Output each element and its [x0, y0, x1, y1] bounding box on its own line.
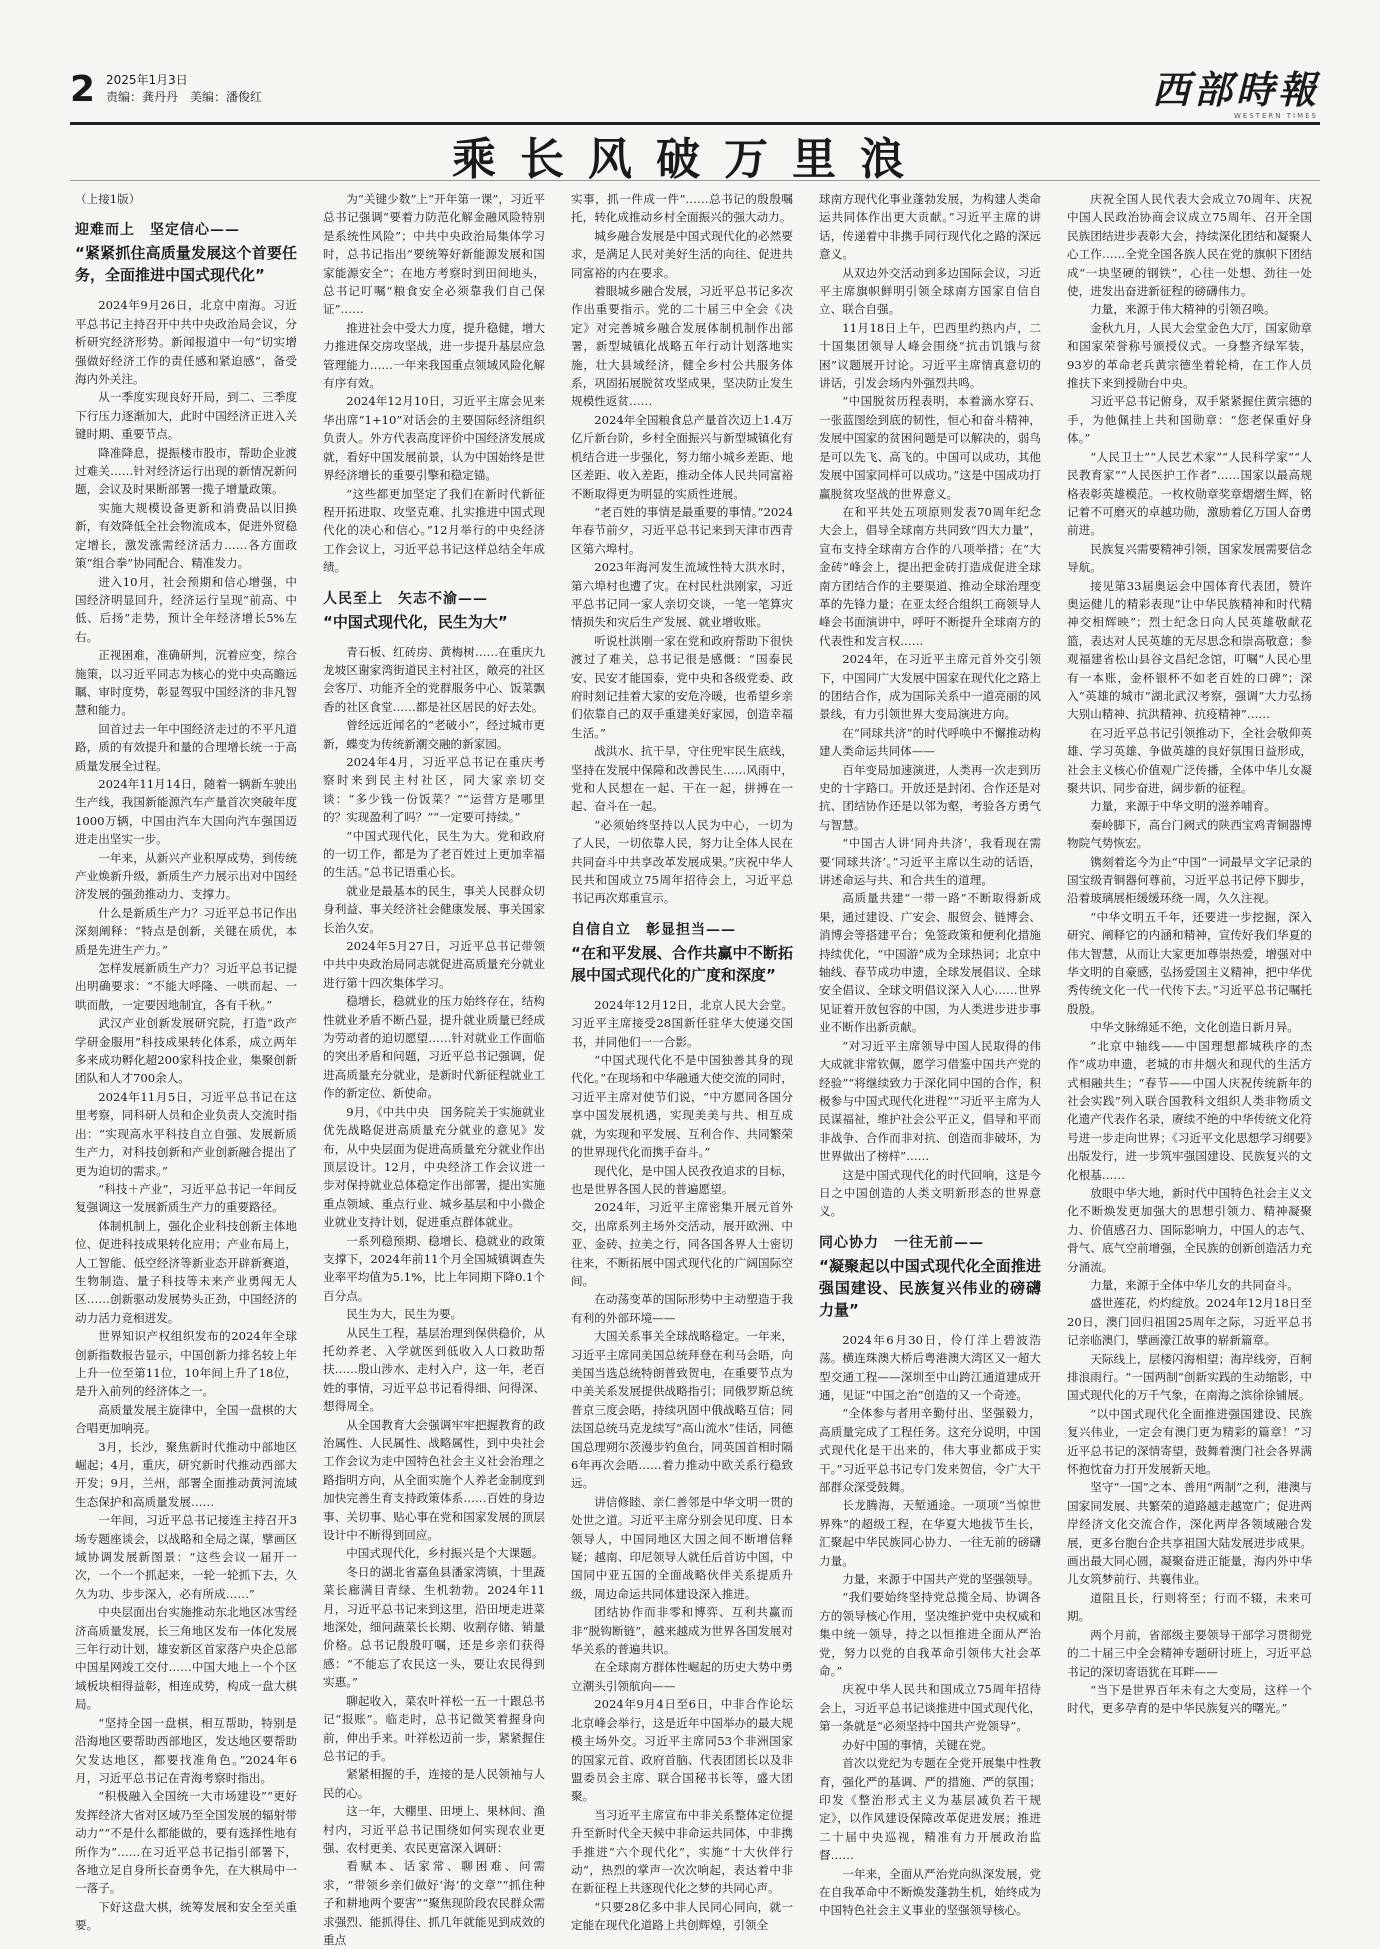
- paragraph: 力量，来源于中华文明的滋养哺育。: [1090, 799, 1276, 814]
- paragraph: 从全国教育大会强调牢牢把握教育的政治属性、人民属性、战略属性，到中央社会工作会议为走中国特色社会主义社会治理之路指明方向，从全面实施个人养老金制度到加快完善生育支持政策体系……百姓的身边事、关切事、贴心事在党和国家发展的顶层设计中不断得到回应。: [323, 1417, 545, 1543]
- paragraph: 正视困难，准确研判，沉着应变，综合施策，以习近平同志为核心的党中央高瞻远瞩、审时度势，彰显驾驭中国经济的非凡智慧和能力。: [75, 648, 297, 718]
- paragraph: “坚持全国一盘棋，相互帮助，特别是沿海地区要帮助西部地区，发达地区要帮助欠发达地区，都要找准角色。”2024年6月，习近平总书记在青海考察时指出。: [75, 1715, 297, 1785]
- paragraph: 放眼中华大地，新时代中国特色社会主义文化不断焕发更加强大的思想引领力、精神凝聚力、价值感召力、国际影响力，中国人的志气、骨气、底气空前增强，全民族的创新创造活力充分涌流。: [1067, 1185, 1312, 1274]
- masthead: [70, 67, 1320, 125]
- paragraph: 世界知识产权组织发布的2024年全球创新指数报告显示，中国创新力排名较上年上升一位至第11位，10年间上升了18位，是升入前列的经济体之一。: [75, 1329, 297, 1399]
- paragraph: 两个月前，省部级主要领导干部学习贯彻党的二十届三中全会精神专题研讨班上，习近平总书记的深切寄语犹在耳畔——: [1067, 1627, 1312, 1679]
- paragraph: 一年间，习近平总书记接连主持召开3场专题座谈会，以战略和全局之谋，擘画区域协调发展新图景：“这些会议一届开一次，一个一个抓起来，一轮一轮抓下去，久久为功、步步深入，必有所成……”: [75, 1513, 297, 1601]
- paragraph: 2024年12月10日，习近平主席会见来华出席“1+10”对话会的主要国际经济组织负责人。外方代表高度评价中国经济发展成就，看好中国发展前景，认为中国始终是世界经济增长的重要引擎和稳定锚。: [323, 394, 545, 483]
- paragraph: 稳增长，稳就业的压力始终存在，结构性就业矛盾不断凸显，提升就业质量已经成为劳动者的迫切愿望……针对就业工作面临的突出矛盾和问题，习近平总书记强调，促进高质量充分就业，是新时代新征程就业工作的新定位、新使命。: [323, 994, 545, 1101]
- paragraph: 天际线上，层楼闪海相望；海岸线旁，百舸排浪雨行。“一国两制”创新实践的生动缩影，中国式现代化的万千气象，在南海之滨徐徐铺展。: [1067, 1351, 1312, 1403]
- paragraph: 下好这盘大棋，统筹发展和安全至关重要。: [75, 1899, 297, 1933]
- paragraph: 镌刻着迄今为止“中国”一词最早文字记录的国宝级青铜器何尊前，习近平总书记停下脚步，沿着玻璃展柜缓缓环绕一周，久久注视。: [1067, 854, 1312, 906]
- section-kicker: 同心协力 一往无前——: [819, 1234, 984, 1251]
- paragraph: 办好中国的事情，关键在党。: [842, 1737, 993, 1752]
- paragraph: 体制机制上，强化企业科技创新主体地位、促进科技成果转化应用；产业布局上，人工智能、低空经济等新业态开辟新赛道，生物制造、量子科技等未来产业勇闯无人区……创新驱动发展势头正劲，中国经济的动力活力竞相迸发。: [75, 1218, 297, 1325]
- paragraph: 这是中国式现代化的时代回响，这是今日之中国创造的人类文明新形态的世界意义。: [819, 1167, 1041, 1219]
- paragraph: 大国关系事关全球战略稳定。一年来，习近平主席同美国总统拜登在利马会晤，向美国当选总统特朗普致贺电，在重要节点为中美关系发展提供战略指引；同俄罗斯总统普京三度会晤，持续巩固中俄战略互信；同法国总统马克龙续写“高山流水”佳话，同德国总理朔尔茨漫步钓鱼台，同英国首相时隔6年再次会晤……着力推动中欧关系行稳致远。: [571, 1329, 793, 1491]
- paragraph: 2024年12月12日，北京人民大会堂。习近平主席接受28国新任驻华大使递交国书，并同他们一一合影。: [571, 997, 793, 1049]
- paragraph: 什么是新质生产力？习近平总书记作出深刻阐释：“特点是创新，关键在质优，本质是先进生产力。”: [75, 905, 297, 957]
- paragraph: 从双边外交活动到多边国际会议，习近平主席旗帜鲜明引领全球南方国家自信自立、联合自强。: [819, 265, 1041, 317]
- paragraph: “人民卫士”“人民艺术家”“人民科学家”“人民教育家”“人民医护工作者”……国家以最高规格表彰英雄模范。一枚枚勋章奖章熠熠生辉，铭记着不可磨灭的卓越功勋，激励着亿万国人奋勇前进。: [1067, 449, 1312, 538]
- article-column-2: [323, 190, 545, 1947]
- paragraph: “对习近平主席领导中国人民取得的伟大成就非常钦佩，愿学习借鉴中国共产党的经验”“将继续致力于深化同中国的合作，积极参与中国式现代化进程”“习近平主席为人民谋福祉，维护社会公平正义，倡导和平而非战争、合作而非对抗、创造而非破坏，为世界做出了榜样”……: [819, 1038, 1041, 1164]
- paragraph: “老百姓的事情是最重要的事情。”2024年春节前夕，习近平总书记来到天津市西青区第六埠村。: [571, 504, 793, 556]
- paragraph: 着眼城乡融合发展，习近平总书记多次作出重要指示。党的二十届三中全会《决定》对完善城乡融合发展体制机制作出部署，新型城镇化战略五年行动计划落地实施，壮大县域经济，健全乡村公共服务体系，巩固拓展脱贫攻坚成果，坚决防止发生规模性返贫……: [571, 284, 793, 409]
- paragraph: 9月，《中共中央 国务院关于实施就业优先战略促进高质量充分就业的意见》发布，从中央层面为促进高质量充分就业作出顶层设计。12月，中央经济工作会议进一步对保持就业总体稳定作出部署，提出实施重点领域、重点行业、城乡基层和中小微企业就业支持计划，促进重点群体就业。: [323, 1104, 545, 1230]
- paragraph: “中国式现代化不是中国独善其身的现代化。”在现场和中华融通大使交流的同时，习近平主席对使节们说，“中方愿同各国分享中国发展机遇，实现美美与共、相互成就，为实现和平发展、互利合作、共同繁荣的世界现代化而携手奋斗。”: [571, 1053, 793, 1160]
- section-kicker: 自信自立 彰显担当——: [571, 921, 736, 938]
- paragraph: “全体参与者用辛勤付出、坚强毅力，高质量完成了工程任务。这充分说明，中国式现代化是干出来的，伟大事业都成于实干。”习近平总书记专门发来贺信，令广大干部群众深受鼓舞。: [819, 1406, 1041, 1494]
- paragraph: 曾经远近闻名的“老破小”，经过城市更新，蝶变为传统新潮交融的新家园。: [323, 718, 545, 751]
- paragraph: 盛世莲花，灼灼绽放。2024年12月18日至20日，澳门回归祖国25周年之际，习近平总书记亲临澳门，擘画濠江故事的崭新篇章。: [1067, 1296, 1312, 1348]
- paragraph: 在习近平总书记引领推动下，全社会敬仰英雄、学习英雄、争做英雄的良好氛围日益形成，社会主义核心价值观广泛传播，全体中华儿女凝聚共识、同步奋进，阔步新的征程。: [1067, 725, 1312, 795]
- paragraph: 民生为大，民生为要。: [346, 1307, 463, 1322]
- paragraph: 实施大规模设备更新和消费品以旧换新，有效降低全社会物流成本，促进外贸稳定增长，激发涨需经济活力……各方面政策“组合拳”协同配合、精准发力。: [75, 500, 297, 571]
- paragraph: 2024年全国粮食总产量首次迈上1.4万亿斤新台阶，乡村全面振兴与新型城镇化有机结合进一步强化，努力缩小城乡差距、地区差距、收入差距，推动全体人民共同富裕不断取得更为明显的实质性进展。: [571, 412, 793, 501]
- newspaper-subname: WESTERN TIMES: [1233, 112, 1318, 120]
- newspaper-logo: [1120, 68, 1320, 118]
- paragraph: 城乡融合发展是中国式现代化的必然要求，是满足人民对美好生活的向往、促进共同富裕的内在要求。: [571, 228, 793, 280]
- article-column-5: [1067, 190, 1312, 1890]
- paragraph: 在全球南方群体性崛起的历史大势中勇立潮头引领航向——: [571, 1660, 793, 1693]
- paragraph: 从一季度实现良好开局，到二、三季度下行压力逐渐加大，此时中国经济正进入关键时期、重要节点。: [75, 390, 297, 442]
- paragraph: 2024年9月26日，北京中南海。习近平总书记主持召开中共中央政治局会议，分析研究经济形势。新闻报道中一句“切实增强做好经济工作的责任感和紧迫感”，备受海内外关注。: [75, 298, 297, 387]
- paragraph: “科技＋产业”，习近平总书记一年间反复强调这一发展新质生产力的重要路径。: [75, 1181, 297, 1215]
- paragraph: 2024年，在习近平主席元首外交引领下，中国同广大发展中国家在现代化之路上的团结合作，成为国际关系中一道亮丽的风景线，有力引领世界大变局演进方向。: [819, 652, 1041, 722]
- section-title: “紧紧抓住高质量发展这个首要任务，全面推进中国式现代化”: [75, 244, 297, 285]
- paragraph: 秦岭脚下，高台门阙式的陕西宝鸡青铜器博物院气势恢宏。: [1067, 817, 1312, 851]
- section-header: [571, 920, 793, 986]
- paragraph: 百年变局加速演进，人类再一次走到历史的十字路口。开放还是封闭、合作还是对抗、团结协作还是以邻为壑，考验各方勇气与智慧。: [819, 762, 1041, 832]
- paragraph: “中华文明五千年，还要进一步挖掘，深入研究、阐释它的内涵和精神，宣传好我们华夏的伟大智慧，从而让大家更加尊崇热爱，增强对中华文明的自豪感，弘扬爱国主义精神，把中华优秀传统文化一代一代传下去。”习近平总书记嘱托殷殷。: [1067, 909, 1312, 1016]
- paragraph: 金秋九月，人民大会堂金色大厅，国家勋章和国家荣誉称号颁授仪式。一身整齐绿军装，93岁的革命老兵黄宗德坐着轮椅，在工作人员推扶下来到授勋台中央。: [1067, 320, 1312, 391]
- headline: 乘长风破万里浪: [452, 134, 928, 185]
- paragraph: 武汉产业创新发展研究院，打造“政产学研金服用”科技成果转化体系，成立两年多来成功孵化超200家科技企业，集聚创新团队和人才700余人。: [75, 1016, 297, 1086]
- paragraph: 青石板、红砖房、黄梅树……在重庆九龙坡区谢家湾街道民主村社区，敞亮的社区会客厅、功能齐全的党群服务中心、饭菜飘香的社区食堂……都是社区居民的好去处。: [323, 644, 545, 714]
- paragraph: “中国脱贫历程表明，本着滴水穿石、一张蓝图绘到底的韧性，恒心和奋斗精神，发展中国家的贫困问题是可以解决的，弱鸟是可以先飞、高飞的。中国可以成功，其他发展中国家同样可以成功。”这是中国成功打赢脱贫攻坚战的世界意义。: [819, 394, 1041, 501]
- paragraph: “以中国式现代化全面推进强国建设、民族复兴伟业，一定会有澳门更为精彩的篇章！”习近平总书记的深情寄望，鼓舞着澳门社会各界满怀抱忱奋力打开发展新天地。: [1067, 1406, 1312, 1477]
- paragraph: 力量，来源于伟大精神的引领召唤。: [1090, 302, 1276, 317]
- paragraph: 首次以党纪为专题在全党开展集中性教育，强化严的基调、严的措施、严的氛围；印发《整治形式主义为基层减负若干规定》，以作风建设保障改革促进发展；推进二十届中央巡视，精准有力开展政治监督……: [819, 1756, 1041, 1863]
- paragraph: 2024年11月5日，习近平总书记在这里考察，同科研人员和企业负责人交流时指出：“实现高水平科技自立自强、发展新质生产力，对科技创新和产业创新融合提出了更为迫切的需求。”: [75, 1089, 297, 1178]
- paragraph: 中央层面出台实施推动东北地区冰雪经济高质量发展，长三角地区发布一体化发展三年行动计划，雄安新区首家落户央企总部中国星网竣工交付……中国大地上一个个区域板块相得益彰，相连成势，构成一盘大棋局。: [75, 1605, 297, 1712]
- paragraph: 力量，来源于全体中华儿女的共同奋斗。: [1090, 1277, 1299, 1292]
- headline-rule: [70, 180, 1320, 181]
- section-title: “在和平发展、合作共赢中不断拓展中国式现代化的广度和深度”: [571, 943, 793, 984]
- paragraph: 接见第33届奥运会中国体育代表团，赞许奥运健儿的精彩表现“让中华民族精神和时代精神交相辉映”；烈士纪念日向人民英雄敬献花篮，表达对人民英雄的无尽思念和崇高敬意；参观福建省松山县谷文昌纪念馆，叮嘱“人民心里有一本账，金杯银杯不如老百姓的口碑”；深入“英雄的城市”湖北武汉考察，强调“大力弘扬大别山精神、抗洪精神、抗疫精神”……: [1067, 578, 1312, 722]
- paragraph: 进入10月，社会预期和信心增强，中国经济明显回升，经济运行呈现“前高、中低、后扬”走势，预计全年经济增长5%左右。: [75, 574, 297, 644]
- paragraph: “积极融入全国统一大市场建设”“更好发挥经济大省对区域乃至全国发展的辐射带动力”“不是什么都能做的，要有选择性地有所作为”……在习近平总书记指引部署下，各地立足自身所长奋勇争先，在大棋局中一一落子。: [75, 1789, 297, 1896]
- paragraph: 在动荡变革的国际形势中主动塑造于我有利的外部环境——: [571, 1292, 793, 1325]
- section-header: [323, 589, 545, 633]
- paragraph: 聊起收入，菜农叶祥松一五一十跟总书记“报账”。临走时，总书记微笑着握身向前，伸出手来。叶祥松迈前一步，紧紧握住总书记的手。: [323, 1693, 545, 1763]
- paragraph: 一年来，全面从严治党向纵深发展，党在自我革命中不断焕发蓬勃生机，始终成为中国特色社会主义事业的坚强领导核心。: [819, 1866, 1041, 1918]
- paragraph: 实事，抓一件成一件”……总书记的殷殷嘱托，转化成推动乡村全面振兴的强大动力。: [571, 192, 793, 225]
- paragraph: 2024年5月27日，习近平总书记带领中共中央政治局同志就促进高质量充分就业进行第十四次集体学习。: [323, 939, 545, 990]
- paragraph: 力量，来源于中国共产党的坚强领导。: [842, 1572, 1040, 1587]
- newspaper-name: 西部時報: [1151, 67, 1320, 112]
- paragraph: 2024年11月14日，随着一辆新车驶出生产线，我国新能源汽车产量首次突破年度1000万辆，中国由汽车大国向汽车强国迈进走出坚实一步。: [75, 776, 297, 847]
- paragraph: 道阻且长，行则将至；行而不辍，未来可期。: [1067, 1590, 1312, 1624]
- paragraph: 中华文脉绵延不绝，文化创造日新月异。: [1090, 1020, 1299, 1035]
- paragraph: “中国古人讲‘同舟共济’，我看现在需要‘同球共济’。”习近平主席以生动的话语，讲述命运与共、和合共生的道理。: [819, 836, 1041, 888]
- paragraph: 坚守“一国”之本、善用“两制”之利，港澳与国家同发展、共繁荣的道路越走越宽广；促进两岸经济文化交流合作，深化两岸各领域融合发展，更多台胞台企共享祖国大陆发展进步成果。画出最大同心圆，凝聚奋进正能量，海内外中华儿女筑梦前行、共襄伟业。: [1067, 1480, 1312, 1587]
- paragraph: 战洪水、抗干旱，守住兜牢民生底线，坚持在发展中保障和改善民生……风雨中，党和人民想在一起、干在一起，拼搏在一起、奋斗在一起。: [571, 744, 793, 814]
- paragraph: 这一年，大棚里、田埂上、果林间、渔村内，习近平总书记围绕如何实现农业更强、农村更美、农民更富深入调研：: [323, 1804, 545, 1855]
- paragraph: 2024年4月，习近平总书记在重庆考察时来到民主村社区，同大家亲切交谈：“多少钱一份饭菜？”“运营方是哪里的？实现盈利了吗？”“一定要可持续。”: [323, 754, 545, 825]
- paragraph: 在“同球共济”的时代呼唤中不懈推动构建人类命运共同体——: [819, 725, 1041, 759]
- paragraph: “中国式现代化，民生为大。党和政府的一切工作，都是为了老百姓过上更加幸福的生活。”总书记语重心长。: [323, 828, 545, 880]
- paragraph: 冬日的湖北省嘉鱼县潘家湾镇，十里蔬菜长廊满目青绿、生机勃勃。2024年11月，习近平总书记来到这里，沿田埂走进菜地深处，细问蔬菜长长期、收割存储、销量价格。总书记殷殷叮嘱，还是乡亲们获得感：“不能忘了农民这一头，要让农民得到实惠。”: [323, 1564, 545, 1690]
- paragraph: 3月，长沙，聚焦新时代推动中部地区崛起；4月，重庆，研究新时代推动西部大开发；9月，兰州，部署全面推动黄河流域生态保护和高质量发展……: [75, 1439, 297, 1509]
- paragraph: “我们要始终坚持党总揽全局、协调各方的领导核心作用，坚决维护党中央权威和集中统一领导，持之以恒推进全面从严治党，努力以党的自我革命引领伟大社会革命。”: [819, 1590, 1041, 1679]
- issue-date: 2025年1月3日: [106, 73, 188, 87]
- section-title: “凝聚起以中国式现代化全面推进强国建设、民族复兴伟业的磅礴力量”: [819, 1256, 1041, 1319]
- editors-credit: 责编：龚丹丹 美编：潘俊红: [106, 90, 263, 104]
- paragraph: 看赋本、话家常、聊困难、问需求，“带领乡亲们做好‘海’的文章”“抓住种子和耕地两个要害”“聚焦现阶段农民群众需求强烈、能抓得住、抓几年就能见到成效的重点: [323, 1859, 545, 1947]
- section-header: [75, 220, 297, 286]
- paragraph: 庆祝全国人民代表大会成立70周年、庆祝中国人民政治协商会议成立75周年、召开全国民族团结进步表彰大会，持续深化团结和凝聚人心工作……全党全国各族人民在党的旗帜下团结成“一块坚硬的钢铁”，心往一处想、劲往一处使，进发出奋进新征程的磅礴伟力。: [1067, 192, 1312, 299]
- paragraph: 怎样发展新质生产力？习近平总书记提出明确要求：“不能大呼隆、一哄而起、一哄而散，一定要因地制宜，各有千秋。”: [75, 961, 297, 1012]
- paragraph: 为“关键少数”上“开年第一课”，习近平总书记强调“要着力防范化解金融风险特别是系统性风险”；中共中央政治局集体学习时，总书记指出“要统筹好新能源发展和国家能源安全”；在地方考察时到田间地头，总书记叮嘱“粮食安全必须靠我们自己保证”……: [323, 192, 545, 317]
- paragraph: “当下是世界百年未有之大变局，这样一个时代，更多孕育的是中华民族复兴的曙光。”: [1067, 1682, 1312, 1716]
- paragraph: 降准降息，提振楼市股市，帮助企业渡过难关……针对经济运行出现的新情况新问题，会议及时果断部署一揽子增量政策。: [75, 445, 297, 497]
- section-title: “中国式现代化，民生为大”: [323, 612, 508, 631]
- paragraph: 就业是最基本的民生，事关人民群众切身利益、事关经济社会健康发展、事关国家长治久安。: [323, 883, 545, 935]
- paragraph: 庆祝中华人民共和国成立75周年招待会上，习近平总书记谈推进中国式现代化，第一条就是“必须坚持中国共产党领导”。: [819, 1682, 1041, 1734]
- article-column-1: [75, 190, 297, 1933]
- article-column-3: [571, 190, 793, 1933]
- paragraph: 2024年6月30日，伶仃洋上碧波浩荡。横连珠澳大桥后粤港澳大湾区又一超大型交通工程——深圳至中山跨江通道建成开通，见证“中国之治”创造的又一个奇迹。: [819, 1332, 1041, 1402]
- section-kicker: 迎难而上 坚定信心——: [75, 222, 240, 239]
- paragraph: 高质量共建“一带一路”不断取得新成果，通过建设、广安会、服贸会、链博会、消博会等搭建平台；免签政策和便利化措施持续优化，“中国游”成为全球热词；北京中轴线、春节成功申遗，全球发展倡议、全球安全倡议、全球文明倡议深入人心……世界见证着开放包容的中国，为人类进步进步事业不断作出新贡献。: [819, 891, 1041, 1035]
- paragraph: 一年来，从新兴产业积厚成势，到传统产业焕新升级，新质生产力展示出对中国经济发展的强劲推动力、支撑力。: [75, 850, 297, 902]
- paragraph: 2024年，习近平主席密集开展元首外交，出席系列主场外交活动，展开欧洲、中亚、金砖、拉美之行，同各国各界人士密切往来，不断拓展中国式现代化的广阔国际空间。: [571, 1200, 793, 1288]
- paragraph: 推进社会中受大力度，提升稳健，增大力推进保交房攻坚战，进一步提升基层应急管理能力……一年来我国重点领域风险化解有序有效。: [323, 320, 545, 391]
- paragraph: 回首过去一年中国经济走过的不平凡道路，质的有效提升和量的合理增长统一于高质量发展全过程。: [75, 721, 297, 773]
- section-header: [819, 1233, 1041, 1321]
- section-kicker: 人民至上 矢志不渝——: [323, 590, 488, 607]
- article-column-4: [819, 190, 1041, 1918]
- paragraph: 2024年9月4日至6日，中非合作论坛北京峰会举行，这是近年中国举办的最大规模主场外交。习近平主席同53个非洲国家的国家元首、政府首脑、代表团团长以及非盟委员会主席、联合国秘书长等，盛大团聚。: [571, 1697, 793, 1804]
- paragraph: 球南方现代化事业蓬勃发展，为构建人类命运共同体作出更大贡献。”习近平主席的讲话，传递着中非携手同行现代化之路的深远意义。: [819, 192, 1041, 262]
- paragraph: 团结协作而非零和博弈、互利共赢而非“脱钩断链”，越来越成为世界各国发展对华关系的普遍共识。: [571, 1605, 793, 1657]
- paragraph: 高质量发展主旋律中，全国一盘棋的大合唱更加响亮。: [75, 1402, 297, 1436]
- paragraph: 紧紧相握的手，连接的是人民领袖与人民的心。: [323, 1767, 545, 1800]
- paragraph: 中国式现代化，乡村振兴是个大课题。: [346, 1546, 544, 1561]
- paragraph: 民族复兴需要精神引领，国家发展需要信念导航。: [1067, 541, 1312, 575]
- paragraph: 讲信修睦、亲仁善邻是中华文明一贯的处世之道。习近平主席分别会见印度、日本领导人，中国同地区大国之间不断增信释疑；越南、印尼领导人就任后首访中国，中国同中亚五国的全面战略伙伴关系提质升级，周边命运共同体建设深入推进。: [571, 1494, 793, 1601]
- paragraph: 在和平共处五项原则发表70周年纪念大会上，倡导全球南方共同致“四大力量”，宣布支持全球南方合作的八项举措；在“大金砖”峰会上，提出把金砖打造成促进全球南方团结合作的主要渠道、推动全球治理变革的先锋力量；在亚太经合组织工商领导人峰会书面演讲中，呼吁不断提升全球南方的代表性和发言权……: [819, 504, 1041, 648]
- paragraph: 11月18日上午，巴西里约热内卢，二十国集团领导人峰会围绕“抗击饥饿与贫困”议题展开讨论。习近平主席情真意切的讲话，引发会场内外强烈共鸣。: [819, 320, 1041, 391]
- continued-note: （上接1版）: [75, 192, 141, 206]
- dateline: [106, 72, 262, 106]
- paragraph: “必须始终坚持以人民为中心，一切为了人民，一切依靠人民，努力让全体人民在共同奋斗中共享改革发展成果。”庆祝中华人民共和国成立75周年招待会上，习近平总书记再次郑重宣示。: [571, 817, 793, 906]
- paragraph: 一系列稳预期、稳增长、稳就业的政策支撑下，2024年前11个月全国城镇调查失业率平均值为5.1%，比上年同期下降0.1个百分点。: [323, 1233, 545, 1303]
- paragraph: 当习近平主席宣布中非关系整体定位提升至新时代全天候中非命运共同体，中非携手推进“六个现代化”，实施“十大伙伴行动”，热烈的掌声一次次响起，表达着中非在新征程上共逐现代化之梦的共同心声。: [571, 1807, 793, 1896]
- paragraph: 习近平总书记俯身，双手紧紧握住黄宗德的手，为他佩挂上共和国勋章：“您老保重好身体。”: [1067, 394, 1312, 446]
- paragraph: “只要28亿多中非人民同心同向，就一定能在现代化道路上共创辉煌，引领全: [571, 1899, 793, 1933]
- paragraph: “这些都更加坚定了我们在新时代新征程开拓进取、攻坚克难、扎实推进中国式现代化的决心和信心。”12月举行的中央经济工作会议上，习近平总书记这样总结全年成绩。: [323, 486, 545, 575]
- page-number: 2: [70, 69, 96, 110]
- paragraph: 从民生工程，基层治理到保供稳价，从托幼养老、入学就医到低收入人口救助帮扶……殷山涉水、走村入户，这一年，老百姓的事情，习近平总书记看得细、问得深、想得周全。: [323, 1325, 545, 1414]
- paragraph: 2023年海河发生流域性特大洪水时，第六埠村也遭了灾。在村民杜洪刚家，习近平总书记同一家人亲切交谈，一笔一笔算灾情损失和灾后生产发展、就业增收账。: [571, 560, 793, 630]
- paragraph: “北京中轴线——中国理想都城秩序的杰作”成功申遗，老城的市井烟火和现代的生活方式相融共生；“春节——中国人庆祝传统新年的社会实践”列入联合国教科文组织人类非物质文化遗产代表作名录，赓续不绝的中华传统文化符号进一步走向世界；《习近平文化思想学习纲要》出版发行，进一步筑牢强国建设、民族复兴的文化根基……: [1067, 1038, 1312, 1182]
- paragraph: 听说杜洪刚一家在党和政府帮助下很快渡过了难关，总书记很是感慨：“国泰民安、民安才能国泰，党中央和各级党委、政府时刻记挂着大家的安危冷暖，也希望乡亲们依靠自己的双手重建美好家园，创造幸福生活。”: [571, 633, 793, 740]
- paragraph: 长龙腾海，天堑通途。一项项“当惊世界殊”的超级工程，在华夏大地拔节生长，汇聚起中华民族同心协力、一往无前的磅礴力量。: [819, 1498, 1041, 1568]
- paragraph: 现代化，是中国人民孜孜追求的目标，也是世界各国人民的普遍愿望。: [571, 1163, 793, 1196]
